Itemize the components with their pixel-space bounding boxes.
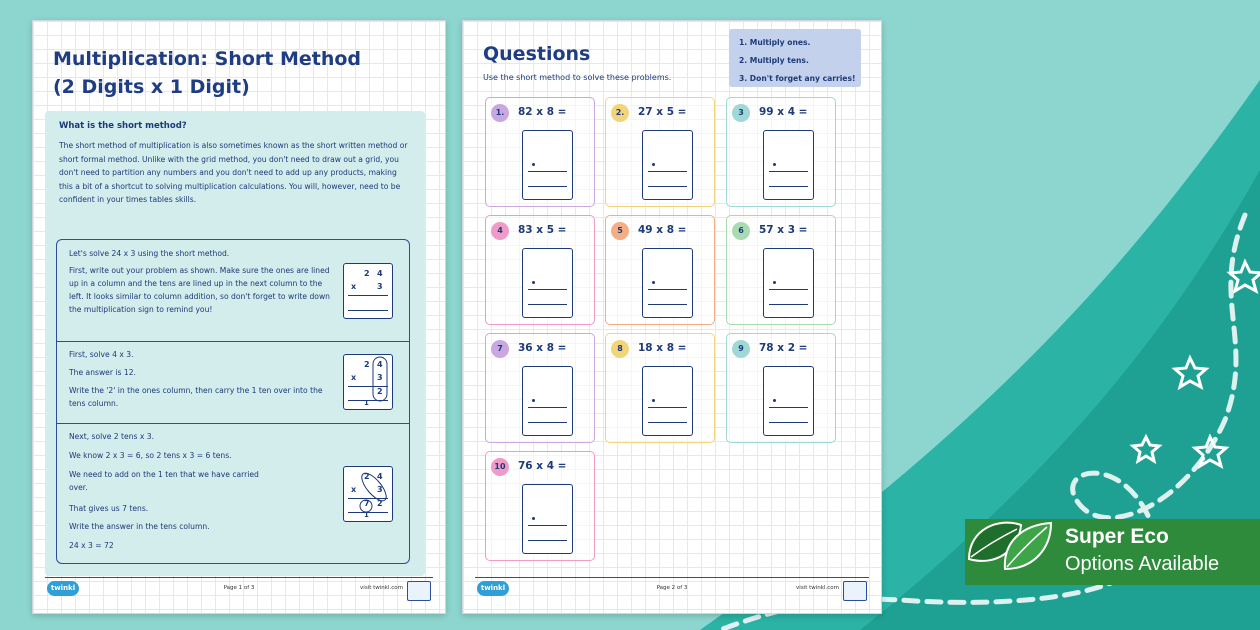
question-card <box>726 215 836 325</box>
question-card <box>726 97 836 207</box>
digit: 2 <box>364 268 370 278</box>
visit-link[interactable]: visit twinkl.com <box>796 585 839 591</box>
page-number: Page 2 of 3 <box>656 585 688 591</box>
digit: 4 <box>377 268 383 278</box>
page-footer <box>475 577 869 601</box>
step-3-line-1: We know 2 x 3 = 6, so 2 tens x 3 = 6 tens. <box>69 451 232 460</box>
questions-title: Questions <box>483 43 591 65</box>
twinkl-logo: twinkl <box>47 581 79 596</box>
question-card <box>485 97 595 207</box>
digit: 3 <box>377 281 383 291</box>
footer-rule <box>45 577 433 578</box>
question-text: 83 x 5 = <box>518 224 567 236</box>
answer-area[interactable] <box>522 484 573 554</box>
question-text: 49 x 8 = <box>638 224 687 236</box>
question-number: 10 <box>491 458 509 476</box>
step-3-line-4: Write the answer in the tens column. <box>69 522 210 531</box>
page-title <box>53 45 433 101</box>
answer-area[interactable] <box>522 366 573 436</box>
column-diagram-2 <box>343 354 393 410</box>
visit-link[interactable]: visit twinkl.com <box>360 585 403 591</box>
tip-item: 3. Don't forget any carries! <box>739 74 856 83</box>
answer-area[interactable] <box>522 248 573 318</box>
question-text: 76 x 4 = <box>518 460 567 472</box>
digit: 7 <box>364 499 370 508</box>
twinkl-logo: twinkl <box>477 581 509 596</box>
digit: 2 <box>364 472 370 481</box>
question-text: 78 x 2 = <box>759 342 808 354</box>
answer-area[interactable] <box>642 366 693 436</box>
question-text: 18 x 8 = <box>638 342 687 354</box>
mult-sign: x <box>351 373 357 382</box>
answer-area[interactable] <box>642 248 693 318</box>
super-eco-banner[interactable] <box>965 519 1260 585</box>
tips-box <box>729 29 861 87</box>
quality-badge-icon <box>843 581 867 601</box>
question-number: 8 <box>611 340 629 358</box>
page-footer <box>45 577 433 601</box>
question-text: 82 x 8 = <box>518 106 567 118</box>
digit: 2 <box>364 360 370 369</box>
explanation-panel <box>45 111 425 576</box>
question-number: 2. <box>611 104 629 122</box>
title-line-2: (2 Digits x 1 Digit) <box>53 76 250 98</box>
digit: 4 <box>377 360 383 369</box>
tip-item: 2. Multiply tens. <box>739 56 809 65</box>
question-text: 36 x 8 = <box>518 342 567 354</box>
mult-sign: x <box>351 485 357 494</box>
question-number: 1. <box>491 104 509 122</box>
question-text: 99 x 4 = <box>759 106 808 118</box>
digit: 3 <box>377 485 383 494</box>
tip-item: 1. Multiply ones. <box>739 38 811 47</box>
answer-line <box>348 295 388 296</box>
step-3 <box>57 423 409 564</box>
worksheet-page-1 <box>32 20 446 614</box>
highlight-oval <box>344 467 392 521</box>
quality-badge-icon <box>407 581 431 601</box>
worksheet-page-2 <box>462 20 882 614</box>
step-2-text: Write the '2' in the ones column, then carry the 1 ten over into the tens column. <box>69 386 323 408</box>
page-number: Page 1 of 3 <box>223 585 255 591</box>
answer-area[interactable] <box>763 366 814 436</box>
step-2-answer: The answer is 12. <box>69 368 136 377</box>
step-1-heading: Let's solve 24 x 3 using the short method. <box>69 248 230 258</box>
step-3-line-3: That gives us 7 tens. <box>69 504 149 513</box>
answer-area[interactable] <box>763 130 814 200</box>
column-diagram-3 <box>343 466 393 522</box>
carry-digit: 1 <box>364 399 369 407</box>
question-number: 7 <box>491 340 509 358</box>
questions-instructions: Use the short method to solve these problems. <box>483 73 672 82</box>
question-number: 6 <box>732 222 750 240</box>
question-card <box>605 333 715 443</box>
footer-rule <box>475 577 869 578</box>
digit: 2 <box>377 387 383 396</box>
question-card <box>726 333 836 443</box>
step-2 <box>57 341 409 424</box>
carry-digit: 1 <box>364 511 369 519</box>
question-text: 27 x 5 = <box>638 106 687 118</box>
question-text: 57 x 3 = <box>759 224 808 236</box>
question-card <box>485 451 595 561</box>
highlight-oval <box>344 355 392 409</box>
question-card <box>605 97 715 207</box>
step-3-line-2: We need to add on the 1 ten that we have carried over. <box>69 470 259 492</box>
answer-line <box>348 310 388 311</box>
step-1 <box>57 239 409 341</box>
question-card <box>605 215 715 325</box>
question-number: 9 <box>732 340 750 358</box>
intro-heading: What is the short method? <box>59 121 187 131</box>
answer-area[interactable] <box>642 130 693 200</box>
title-line-1: Multiplication: Short Method <box>53 48 362 70</box>
digit: 3 <box>377 373 383 382</box>
question-number: 3 <box>732 104 750 122</box>
step-1-text: First, write out your problem as shown. Make sure the ones are lined up in a column and the tens are lined up in the next column to the left. It looks similar to column addition, so don't forget to write down the multiplication sign to remind you! <box>69 265 330 314</box>
question-card <box>485 333 595 443</box>
question-card <box>485 215 595 325</box>
column-diagram-1 <box>343 263 393 319</box>
intro-text: The short method of multiplication is also sometimes known as the short written method or short formal method. Unlike with the grid method, you don't need to draw out a grid, you don't need to partition any numbers and you don't need to add up any products, making this a bit of a shortcut to solving multiplication calculations. You will, however, need to be confident in your times tables skills. <box>59 141 408 204</box>
step-3-line-5: 24 x 3 = 72 <box>69 541 114 550</box>
eco-title: Super Eco <box>1065 525 1169 548</box>
question-number: 5 <box>611 222 629 240</box>
eco-subtitle: Options Available <box>1065 553 1220 575</box>
leaf-icon <box>959 509 1055 575</box>
digit: 4 <box>377 472 383 481</box>
mult-sign: x <box>351 281 357 291</box>
question-number: 4 <box>491 222 509 240</box>
digit: 2 <box>377 499 383 508</box>
worked-example <box>56 239 410 564</box>
step-2-heading: First, solve 4 x 3. <box>69 350 134 359</box>
answer-area[interactable] <box>522 130 573 200</box>
step-3-heading: Next, solve 2 tens x 3. <box>69 432 155 441</box>
answer-area[interactable] <box>763 248 814 318</box>
